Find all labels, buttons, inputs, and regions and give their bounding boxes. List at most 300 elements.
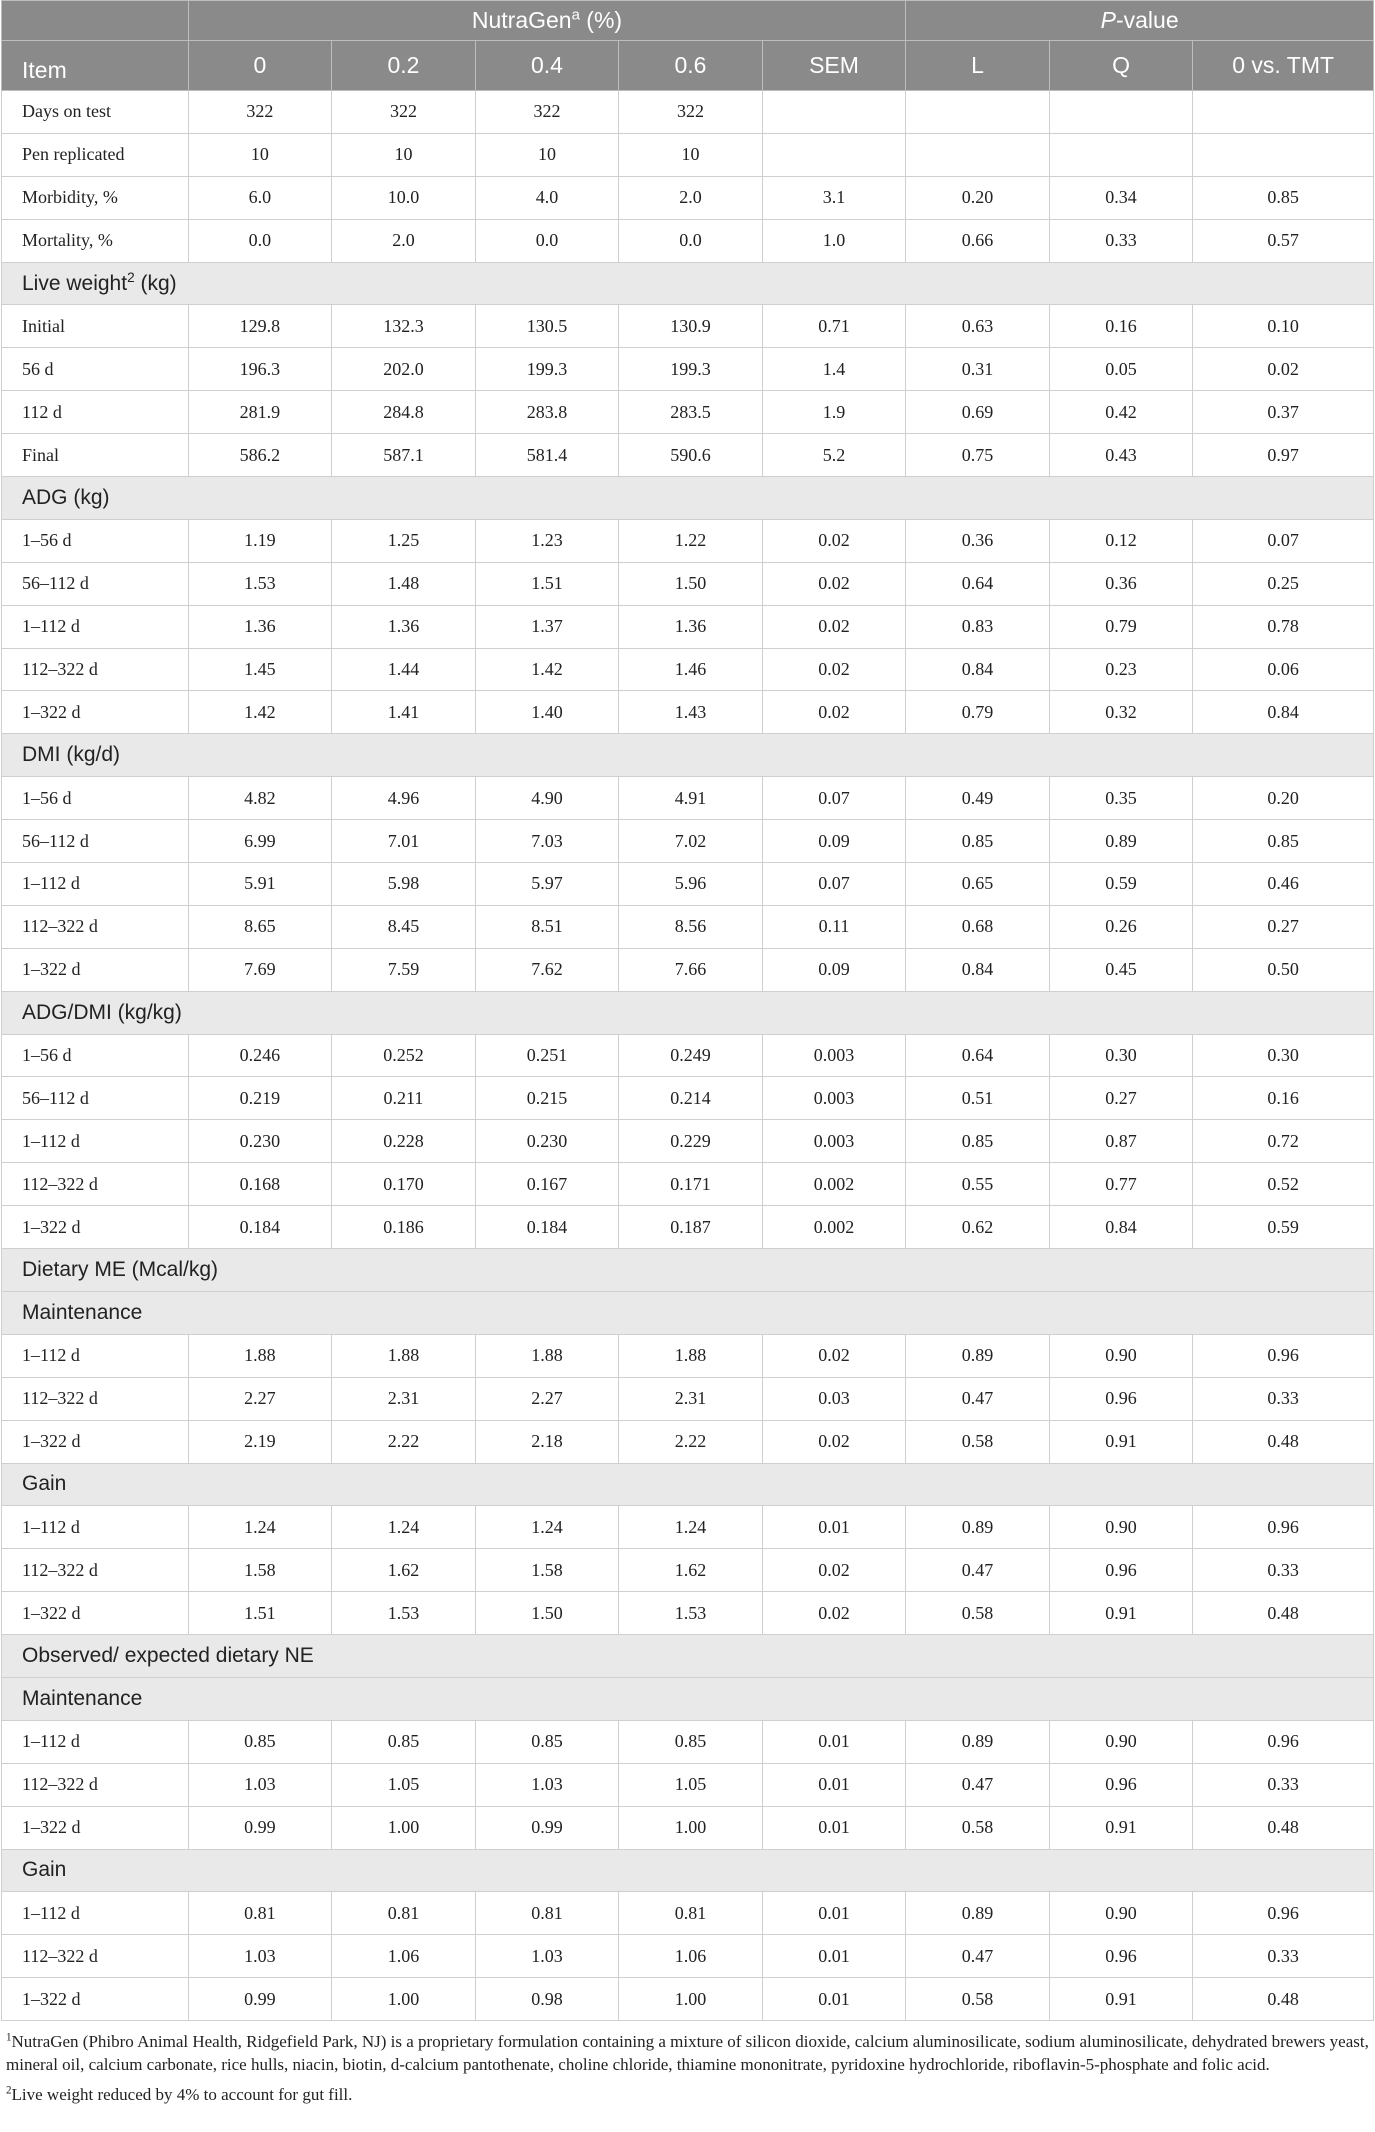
section-label xyxy=(2,991,1374,1034)
section-label xyxy=(2,1463,1374,1506)
row-label: 112–322 d xyxy=(2,1163,189,1206)
table-cell: 0.90 xyxy=(1049,1334,1193,1377)
table-cell: 1.05 xyxy=(332,1763,476,1806)
table-cell: 0.65 xyxy=(906,863,1050,906)
table-cell: 1.06 xyxy=(332,1935,476,1978)
table-cell: 1.00 xyxy=(619,1806,763,1849)
row-label: 1–56 d xyxy=(2,519,189,562)
table-cell: 0.59 xyxy=(1049,863,1193,906)
table-cell xyxy=(762,133,906,176)
table-cell xyxy=(1193,133,1374,176)
table-cell: 0.02 xyxy=(762,1592,906,1635)
table-row xyxy=(2,176,1374,219)
table-cell: 10 xyxy=(188,133,332,176)
table-cell: 0.06 xyxy=(1193,648,1374,691)
table-row xyxy=(2,1377,1374,1420)
table-cell: 0.219 xyxy=(188,1077,332,1120)
table-cell: 7.69 xyxy=(188,948,332,991)
table-cell: 0.89 xyxy=(906,1506,1050,1549)
table-cell: 4.96 xyxy=(332,777,476,820)
table-cell: 0.228 xyxy=(332,1120,476,1163)
table-row xyxy=(2,648,1374,691)
table-row xyxy=(2,519,1374,562)
table-cell: 0.96 xyxy=(1193,1506,1374,1549)
table-cell: 2.27 xyxy=(188,1377,332,1420)
section-label xyxy=(2,262,1374,305)
table-cell: 0.87 xyxy=(1049,1120,1193,1163)
row-label: 112 d xyxy=(2,391,189,434)
table-cell: 0.003 xyxy=(762,1120,906,1163)
section-label xyxy=(2,1677,1374,1720)
table-cell: 1.46 xyxy=(619,648,763,691)
table-cell: 0.48 xyxy=(1193,1420,1374,1463)
table-row xyxy=(2,1806,1374,1849)
column-header: Item xyxy=(2,41,189,91)
table-cell: 0.0 xyxy=(475,219,619,262)
table-cell: 0.02 xyxy=(762,691,906,734)
table-cell: 0.47 xyxy=(906,1763,1050,1806)
table-cell: 2.31 xyxy=(619,1377,763,1420)
row-label: 112–322 d xyxy=(2,1377,189,1420)
row-label: 1–112 d xyxy=(2,1506,189,1549)
table-cell: 0.89 xyxy=(906,1720,1050,1763)
table-cell: 0.43 xyxy=(1049,434,1193,477)
table-cell: 10 xyxy=(332,133,476,176)
results-table xyxy=(1,0,1374,2021)
row-label: 1–112 d xyxy=(2,1120,189,1163)
table-cell: 0.91 xyxy=(1049,1592,1193,1635)
table-cell: 0.83 xyxy=(906,605,1050,648)
table-cell: 0.214 xyxy=(619,1077,763,1120)
table-row xyxy=(2,348,1374,391)
table-cell: 0.01 xyxy=(762,1763,906,1806)
table-cell: 0.81 xyxy=(619,1892,763,1935)
section-title: Maintenance xyxy=(22,1300,143,1324)
table-cell: 0.85 xyxy=(1193,176,1374,219)
table-cell: 1.36 xyxy=(188,605,332,648)
table-row xyxy=(2,391,1374,434)
table-cell: 0.85 xyxy=(332,1720,476,1763)
table-cell: 7.02 xyxy=(619,820,763,863)
table-cell: 0.97 xyxy=(1193,434,1374,477)
table-cell: 0.48 xyxy=(1193,1592,1374,1635)
table-row xyxy=(2,1420,1374,1463)
table-row xyxy=(2,905,1374,948)
table-cell: 0.52 xyxy=(1193,1163,1374,1206)
table-cell: 0.07 xyxy=(762,863,906,906)
table-cell: 1.45 xyxy=(188,648,332,691)
table-cell: 0.64 xyxy=(906,562,1050,605)
table-cell: 1.37 xyxy=(475,605,619,648)
table-cell: 0.71 xyxy=(762,305,906,348)
table-cell: 0.170 xyxy=(332,1163,476,1206)
table-cell: 196.3 xyxy=(188,348,332,391)
row-label: 1–56 d xyxy=(2,1034,189,1077)
row-label: Final xyxy=(2,434,189,477)
table-cell: 0.90 xyxy=(1049,1892,1193,1935)
table-cell: 0.09 xyxy=(762,820,906,863)
section-title: Dietary ME (Mcal/kg) xyxy=(22,1257,219,1281)
table-cell: 0.02 xyxy=(762,1334,906,1377)
table-cell: 4.91 xyxy=(619,777,763,820)
table-cell: 1.36 xyxy=(619,605,763,648)
table-cell: 1.24 xyxy=(619,1506,763,1549)
table-cell: 0.99 xyxy=(188,1806,332,1849)
table-cell: 7.03 xyxy=(475,820,619,863)
table-cell: 0.62 xyxy=(906,1206,1050,1249)
table-cell: 0.47 xyxy=(906,1935,1050,1978)
table-cell: 1.03 xyxy=(475,1763,619,1806)
table-row xyxy=(2,1077,1374,1120)
row-label: Morbidity, % xyxy=(2,176,189,219)
table-cell: 322 xyxy=(188,91,332,134)
table-cell: 1.51 xyxy=(188,1592,332,1635)
table-cell: 129.8 xyxy=(188,305,332,348)
table-cell: 1.03 xyxy=(188,1763,332,1806)
table-cell: 7.62 xyxy=(475,948,619,991)
table-cell: 0.45 xyxy=(1049,948,1193,991)
table-cell: 1.03 xyxy=(188,1935,332,1978)
table-cell: 5.96 xyxy=(619,863,763,906)
table-cell: 1.88 xyxy=(475,1334,619,1377)
table-cell: 0.89 xyxy=(906,1334,1050,1377)
table-row xyxy=(2,1506,1374,1549)
table-body xyxy=(2,91,1374,2021)
table-cell: 0.230 xyxy=(475,1120,619,1163)
table-cell: 1.00 xyxy=(332,1806,476,1849)
table-row xyxy=(2,91,1374,134)
table-cell: 0.11 xyxy=(762,905,906,948)
row-label: 56–112 d xyxy=(2,1077,189,1120)
section-row xyxy=(2,477,1374,520)
section-row xyxy=(2,734,1374,777)
table-cell: 1.50 xyxy=(475,1592,619,1635)
table-row xyxy=(2,1034,1374,1077)
table-cell: 0.211 xyxy=(332,1077,476,1120)
table-cell: 322 xyxy=(332,91,476,134)
table-cell: 0.91 xyxy=(1049,1978,1193,2021)
table-cell: 6.0 xyxy=(188,176,332,219)
table-cell: 0.37 xyxy=(1193,391,1374,434)
table-cell: 1.88 xyxy=(619,1334,763,1377)
table-cell: 8.56 xyxy=(619,905,763,948)
table-row xyxy=(2,1935,1374,1978)
table-cell: 0.91 xyxy=(1049,1420,1193,1463)
table-cell: 0.81 xyxy=(475,1892,619,1935)
section-row xyxy=(2,262,1374,305)
section-sup: 2 xyxy=(127,269,135,285)
row-label: 112–322 d xyxy=(2,1763,189,1806)
table-cell: 0.26 xyxy=(1049,905,1193,948)
table-cell: 0.58 xyxy=(906,1978,1050,2021)
table-cell: 0.75 xyxy=(906,434,1050,477)
table-cell: 1.00 xyxy=(619,1978,763,2021)
table-cell: 1.9 xyxy=(762,391,906,434)
table-cell: 0.48 xyxy=(1193,1978,1374,2021)
table-cell: 322 xyxy=(475,91,619,134)
table-cell: 0.55 xyxy=(906,1163,1050,1206)
table-cell: 4.82 xyxy=(188,777,332,820)
section-row xyxy=(2,1249,1374,1292)
table-cell: 0.215 xyxy=(475,1077,619,1120)
table-cell: 0.96 xyxy=(1049,1549,1193,1592)
table-row xyxy=(2,1763,1374,1806)
table-cell: 0.01 xyxy=(762,1935,906,1978)
table-cell: 1.24 xyxy=(475,1506,619,1549)
table-cell: 0.85 xyxy=(906,820,1050,863)
column-header: Q xyxy=(1049,41,1193,91)
table-cell: 0.33 xyxy=(1193,1763,1374,1806)
table-cell: 0.003 xyxy=(762,1034,906,1077)
table-cell: 5.91 xyxy=(188,863,332,906)
table-cell: 0.33 xyxy=(1193,1935,1374,1978)
row-label: 56 d xyxy=(2,348,189,391)
table-cell: 1.51 xyxy=(475,562,619,605)
table-cell: 132.3 xyxy=(332,305,476,348)
table-cell: 130.5 xyxy=(475,305,619,348)
table-cell: 0.03 xyxy=(762,1377,906,1420)
table-cell xyxy=(906,133,1050,176)
row-label: 1–112 d xyxy=(2,605,189,648)
table-row xyxy=(2,1163,1374,1206)
table-cell: 590.6 xyxy=(619,434,763,477)
table-cell: 0.186 xyxy=(332,1206,476,1249)
table-cell: 1.00 xyxy=(332,1978,476,2021)
table-cell: 199.3 xyxy=(475,348,619,391)
table-cell: 0.23 xyxy=(1049,648,1193,691)
section-row xyxy=(2,1463,1374,1506)
row-label: 1–112 d xyxy=(2,1334,189,1377)
column-header: 0 vs. TMT xyxy=(1193,41,1374,91)
table-cell: 2.18 xyxy=(475,1420,619,1463)
table-cell: 0.30 xyxy=(1049,1034,1193,1077)
row-label: 1–322 d xyxy=(2,1806,189,1849)
section-row xyxy=(2,991,1374,1034)
section-title: Observed/ expected dietary NE xyxy=(22,1644,314,1667)
table-cell: 0.78 xyxy=(1193,605,1374,648)
table-cell: 0.36 xyxy=(1049,562,1193,605)
table-cell: 0.168 xyxy=(188,1163,332,1206)
table-cell: 0.12 xyxy=(1049,519,1193,562)
table-cell: 0.02 xyxy=(762,562,906,605)
table-cell: 1.25 xyxy=(332,519,476,562)
table-row xyxy=(2,777,1374,820)
table-cell: 0.90 xyxy=(1049,1506,1193,1549)
table-cell: 2.22 xyxy=(332,1420,476,1463)
table-cell: 0.167 xyxy=(475,1163,619,1206)
table-cell: 0.81 xyxy=(332,1892,476,1935)
column-header: SEM xyxy=(762,41,906,91)
table-cell: 2.19 xyxy=(188,1420,332,1463)
table-cell: 0.33 xyxy=(1049,219,1193,262)
table-cell: 0.99 xyxy=(188,1978,332,2021)
table-cell: 0.89 xyxy=(1049,820,1193,863)
table-cell: 0.96 xyxy=(1193,1892,1374,1935)
table-cell: 1.53 xyxy=(188,562,332,605)
row-label: 1–112 d xyxy=(2,1720,189,1763)
table-cell: 0.01 xyxy=(762,1806,906,1849)
table-cell: 1.50 xyxy=(619,562,763,605)
table-cell: 0.0 xyxy=(619,219,763,262)
row-label: 1–322 d xyxy=(2,948,189,991)
section-label xyxy=(2,1635,1374,1678)
section-label xyxy=(2,1291,1374,1334)
table-cell: 0.003 xyxy=(762,1077,906,1120)
table-cell: 0.66 xyxy=(906,219,1050,262)
table-cell: 1.0 xyxy=(762,219,906,262)
table-row xyxy=(2,1206,1374,1249)
table-cell: 0.01 xyxy=(762,1978,906,2021)
table-cell: 1.40 xyxy=(475,691,619,734)
table-cell: 0.99 xyxy=(475,1806,619,1849)
section-title: Gain xyxy=(22,1858,67,1882)
table-row xyxy=(2,691,1374,734)
table-cell: 0.07 xyxy=(762,777,906,820)
table-cell: 0.02 xyxy=(762,1549,906,1592)
table-cell: 1.58 xyxy=(475,1549,619,1592)
table-cell: 1.44 xyxy=(332,648,476,691)
row-label: 1–322 d xyxy=(2,1206,189,1249)
section-title: ADG/DMI (kg/kg) xyxy=(22,1000,182,1024)
table-cell: 4.0 xyxy=(475,176,619,219)
table-cell: 0.10 xyxy=(1193,305,1374,348)
table-cell: 0.30 xyxy=(1193,1034,1374,1077)
table-cell: 0.81 xyxy=(188,1892,332,1935)
table-cell: 0.96 xyxy=(1049,1935,1193,1978)
column-header: 0.6 xyxy=(619,41,763,91)
row-label: 1–112 d xyxy=(2,863,189,906)
table-cell: 1.06 xyxy=(619,1935,763,1978)
row-label: 112–322 d xyxy=(2,648,189,691)
treatment-group-header xyxy=(188,1,906,41)
table-cell: 1.62 xyxy=(332,1549,476,1592)
table-row xyxy=(2,605,1374,648)
table-cell: 0.33 xyxy=(1193,1377,1374,1420)
table-cell: 0.230 xyxy=(188,1120,332,1163)
table-cell: 1.05 xyxy=(619,1763,763,1806)
pvalue-rest: -value xyxy=(1115,7,1179,33)
row-label: 1–322 d xyxy=(2,1592,189,1635)
table-row xyxy=(2,863,1374,906)
table-cell: 0.63 xyxy=(906,305,1050,348)
table-cell: 0.251 xyxy=(475,1034,619,1077)
table-cell: 0.58 xyxy=(906,1592,1050,1635)
row-label: Pen replicated xyxy=(2,133,189,176)
table-row xyxy=(2,1892,1374,1935)
table-cell: 0.58 xyxy=(906,1420,1050,1463)
table-cell: 8.65 xyxy=(188,905,332,948)
table-cell: 0.50 xyxy=(1193,948,1374,991)
section-row xyxy=(2,1677,1374,1720)
table-cell: 0.246 xyxy=(188,1034,332,1077)
row-label: Days on test xyxy=(2,91,189,134)
footnote-marker: 1 xyxy=(6,2031,12,2044)
footnote xyxy=(6,2031,1375,2076)
table-cell: 0.85 xyxy=(188,1720,332,1763)
table-cell: 0.84 xyxy=(1193,691,1374,734)
row-label: Mortality, % xyxy=(2,219,189,262)
table-row xyxy=(2,1120,1374,1163)
table-cell: 2.22 xyxy=(619,1420,763,1463)
table-cell: 0.59 xyxy=(1193,1206,1374,1249)
table-cell: 5.2 xyxy=(762,434,906,477)
row-label: 1–112 d xyxy=(2,1892,189,1935)
table-cell: 0.01 xyxy=(762,1506,906,1549)
table-cell: 0.85 xyxy=(906,1120,1050,1163)
table-cell: 1.41 xyxy=(332,691,476,734)
section-label xyxy=(2,1849,1374,1892)
section-row xyxy=(2,1635,1374,1678)
column-header-row xyxy=(2,41,1374,91)
table-cell: 1.19 xyxy=(188,519,332,562)
table-row xyxy=(2,948,1374,991)
table-cell: 0.171 xyxy=(619,1163,763,1206)
table-cell: 0.85 xyxy=(619,1720,763,1763)
table-cell: 8.51 xyxy=(475,905,619,948)
row-label: Initial xyxy=(2,305,189,348)
table-row xyxy=(2,434,1374,477)
table-cell: 322 xyxy=(619,91,763,134)
table-cell: 0.02 xyxy=(762,1420,906,1463)
row-label: 112–322 d xyxy=(2,1549,189,1592)
table-cell: 0.79 xyxy=(906,691,1050,734)
section-title: ADG (kg) xyxy=(22,485,110,509)
footnote-marker: 2 xyxy=(6,2084,12,2097)
table-cell: 0.184 xyxy=(188,1206,332,1249)
section-suffix: (kg) xyxy=(134,271,177,295)
table-cell: 0.20 xyxy=(1193,777,1374,820)
table-row xyxy=(2,1978,1374,2021)
table-cell: 0.84 xyxy=(906,948,1050,991)
section-title: Gain xyxy=(22,1472,67,1496)
table-cell: 0.84 xyxy=(906,648,1050,691)
section-title: Maintenance xyxy=(22,1686,143,1710)
table-cell: 1.24 xyxy=(188,1506,332,1549)
column-header: 0.4 xyxy=(475,41,619,91)
table-cell: 0.72 xyxy=(1193,1120,1374,1163)
table-cell: 199.3 xyxy=(619,348,763,391)
table-cell: 0.184 xyxy=(475,1206,619,1249)
table-cell: 0.02 xyxy=(762,605,906,648)
table-cell: 0.002 xyxy=(762,1206,906,1249)
table-cell: 0.85 xyxy=(1193,820,1374,863)
table-cell: 284.8 xyxy=(332,391,476,434)
table-row xyxy=(2,1720,1374,1763)
table-cell: 8.45 xyxy=(332,905,476,948)
table-cell: 283.5 xyxy=(619,391,763,434)
table-cell: 0.77 xyxy=(1049,1163,1193,1206)
table-cell: 0.49 xyxy=(906,777,1050,820)
table-cell: 1.43 xyxy=(619,691,763,734)
table-cell: 1.24 xyxy=(332,1506,476,1549)
table-cell: 1.4 xyxy=(762,348,906,391)
section-label xyxy=(2,477,1374,520)
table-cell: 1.42 xyxy=(475,648,619,691)
row-label: 1–322 d xyxy=(2,1978,189,2021)
table-cell: 1.53 xyxy=(332,1592,476,1635)
table-cell: 586.2 xyxy=(188,434,332,477)
table-cell: 281.9 xyxy=(188,391,332,434)
table-cell: 0.69 xyxy=(906,391,1050,434)
table-cell: 0.48 xyxy=(1193,1806,1374,1849)
table-cell: 10 xyxy=(619,133,763,176)
table-cell: 1.36 xyxy=(332,605,476,648)
table-cell: 0.42 xyxy=(1049,391,1193,434)
table-cell: 0.31 xyxy=(906,348,1050,391)
table-cell: 0.16 xyxy=(1049,305,1193,348)
section-title: Live weight xyxy=(22,271,128,295)
table-cell: 1.48 xyxy=(332,562,476,605)
